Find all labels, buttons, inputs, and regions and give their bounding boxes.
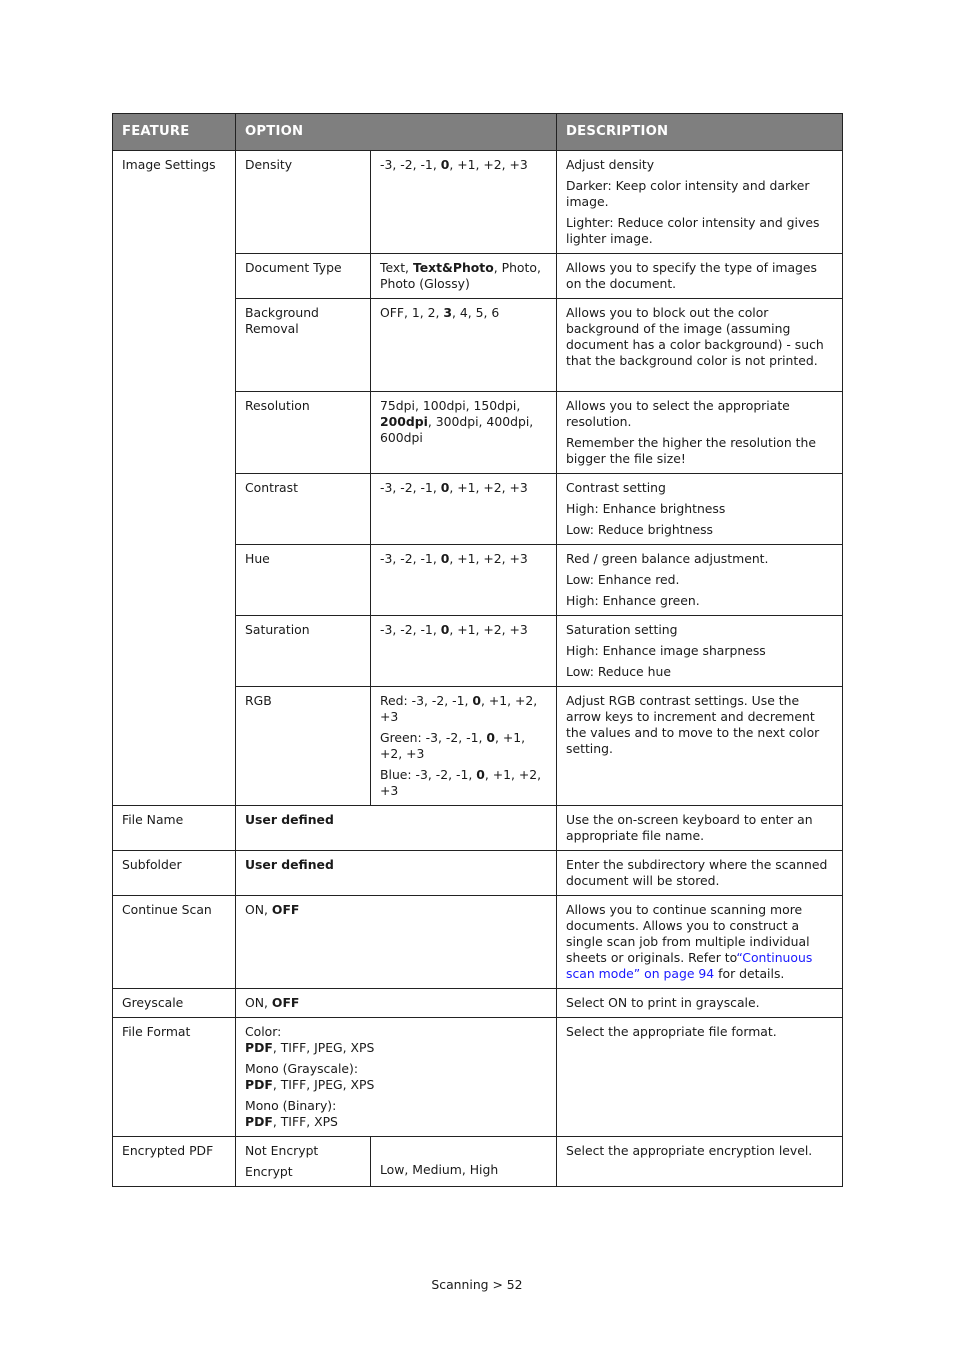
table-row: [113, 896, 843, 989]
table-row: [113, 151, 843, 254]
option-description: Enter the subdirectory where the scanned document will be stored.: [557, 851, 843, 896]
feature-file-name: File Name: [113, 806, 236, 851]
option-description: Allows you to select the appropriate resolution. Remember the higher the resolution the bigger the file size!: [557, 392, 843, 474]
table-row: [113, 989, 843, 1018]
settings-table: [112, 113, 843, 1187]
header-description: DESCRIPTION: [557, 114, 843, 151]
table-header-row: [113, 114, 843, 151]
option-values: -3, -2, -1, 0, +1, +2, +3: [371, 474, 557, 545]
option-values: 75dpi, 100dpi, 150dpi, 200dpi, 300dpi, 400dpi, 600dpi: [371, 392, 557, 474]
option-values: Text, Text&Photo, Photo, Photo (Glossy): [371, 254, 557, 299]
option-values: -3, -2, -1, 0, +1, +2, +3: [371, 151, 557, 254]
header-feature: FEATURE: [113, 114, 236, 151]
option-values: User defined: [236, 851, 557, 896]
option-name: Not Encrypt Encrypt: [236, 1137, 371, 1187]
option-description: Use the on-screen keyboard to enter an appropriate file name.: [557, 806, 843, 851]
feature-subfolder: Subfolder: [113, 851, 236, 896]
option-name: Density: [236, 151, 371, 254]
option-description: Allows you to block out the color background of the image (assuming document has a color background) - such that the background color is not printed.: [557, 299, 843, 392]
continuous-scan-mode-link[interactable]: “Continuous scan mode” on page 94: [566, 950, 813, 981]
option-description: Allows you to specify the type of images on the document.: [557, 254, 843, 299]
option-name: Contrast: [236, 474, 371, 545]
option-description: Contrast setting High: Enhance brightness Low: Reduce brightness: [557, 474, 843, 545]
option-description: Select ON to print in grayscale.: [557, 989, 843, 1018]
feature-greyscale: Greyscale: [113, 989, 236, 1018]
option-description: Allows you to continue scanning more documents. Allows you to construct a single scan job from multiple individual sheets or originals. Refer to“Continuous scan mode” on page 94 for details.: [557, 896, 843, 989]
option-name: RGB: [236, 687, 371, 806]
option-values: -3, -2, -1, 0, +1, +2, +3: [371, 545, 557, 616]
page-footer: Scanning > 52: [431, 1277, 523, 1292]
option-description: Adjust RGB contrast settings. Use the arrow keys to increment and decrement the values and to move to the next color setting.: [557, 687, 843, 806]
option-description: Select the appropriate file format.: [557, 1018, 843, 1137]
header-option: OPTION: [236, 114, 557, 151]
option-values: ON, OFF: [236, 896, 557, 989]
option-values: ON, OFF: [236, 989, 557, 1018]
feature-file-format: File Format: [113, 1018, 236, 1137]
option-name: Saturation: [236, 616, 371, 687]
table-row: [113, 851, 843, 896]
option-description: Select the appropriate encryption level.: [557, 1137, 843, 1187]
option-values: Red: -3, -2, -1, 0, +1, +2, +3 Green: -3, -2, -1, 0, +1, +2, +3 Blue: -3, -2, -1, 0, +1, +2, +3: [371, 687, 557, 806]
option-name: Document Type: [236, 254, 371, 299]
option-description: Adjust density Darker: Keep color intensity and darker image. Lighter: Reduce color intensity and gives lighter image.: [557, 151, 843, 254]
option-name: Resolution: [236, 392, 371, 474]
feature-encrypted-pdf: Encrypted PDF: [113, 1137, 236, 1187]
option-values: OFF, 1, 2, 3, 4, 5, 6: [371, 299, 557, 392]
option-values: User defined: [236, 806, 557, 851]
table-row: [113, 1137, 843, 1187]
table-row: [113, 1018, 843, 1137]
option-description: Red / green balance adjustment. Low: Enhance red. High: Enhance green.: [557, 545, 843, 616]
option-name: Background Removal: [236, 299, 371, 392]
feature-image-settings: Image Settings: [113, 151, 236, 806]
option-description: Saturation setting High: Enhance image sharpness Low: Reduce hue: [557, 616, 843, 687]
option-values: -3, -2, -1, 0, +1, +2, +3: [371, 616, 557, 687]
feature-continue-scan: Continue Scan: [113, 896, 236, 989]
option-name: Hue: [236, 545, 371, 616]
table-row: [113, 806, 843, 851]
option-values: Low, Medium, High: [371, 1137, 557, 1187]
option-values: Color: PDF, TIFF, JPEG, XPS Mono (Grayscale): PDF, TIFF, JPEG, XPS Mono (Binary): PDF, TIFF, XPS: [236, 1018, 557, 1137]
